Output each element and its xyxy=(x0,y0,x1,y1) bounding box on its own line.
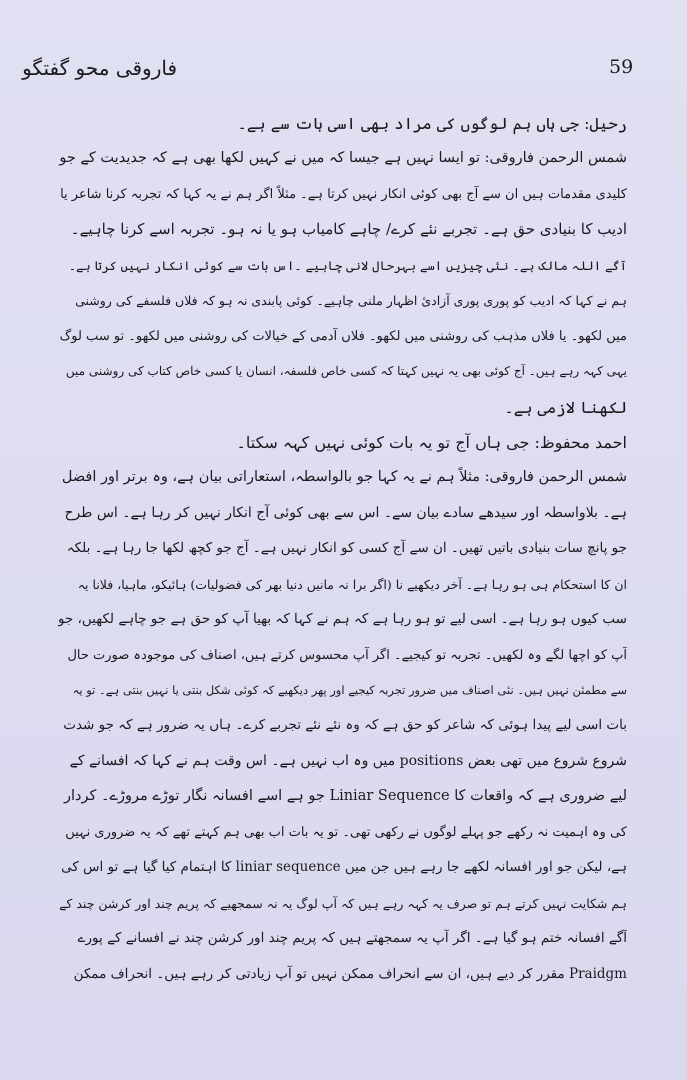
body-line: کلیدی مقدمات ہیں ان سے آج بھی کوئی انکار نہیں کرتا ہے۔ مثلاً اگر ہم نے یہ کہا کہ تجربہ کرنا شاعر یا xyxy=(60,186,627,202)
body-line: لکھنا لازمی ہے۔ xyxy=(504,397,627,417)
body-line: سب کیوں ہو رہا ہے۔ اسی لیے تو ہو رہا ہے کہ ہم نے کہا کہ بھیا آپ کو حق ہے جو چاہے لکھیں، جو xyxy=(58,611,627,628)
body-line: کی وہ اہمیت نہ رکھے جو پہلے لوگوں نے رکھی تھی۔ تو یہ بات اب بھی ہم کہتے تھے کہ یہ ضروری نہیں xyxy=(65,824,627,840)
body-line: آپ کو اچھا لگے وہ لکھیں۔ تجربہ تو کیجیے۔ اگر آپ محسوس کرتے ہیں، اصناف کی موجودہ صورت حال xyxy=(67,647,627,663)
body-line: سے مطمئن نہیں ہیں۔ نئی اصناف میں ضرور تجربہ کیجیے اور پھر دیکھیے کہ کوئی شکل بنتی یا نہیں بنتی ہے۔ تو یہ xyxy=(72,683,627,697)
body-line: ہم نے کہا کہ ادیب کو پوری پوری آزادیٔ اظہار ملنی چاہیے۔ کوئی پابندی نہ ہو کہ فلاں فلسفے کی روشنی xyxy=(75,293,627,309)
body-line: ان کا استحکام ہی ہو رہا ہے۔ آخر دیکھیے نا (اگر برا نہ مانیں دنیا بھر کی فضولیات) ہائیکو، ماہیا، فلانا یہ xyxy=(77,576,627,592)
body-line: شروع شروع میں تھی بعض positions میں وہ اب نہیں ہے۔ اس وقت ہم نے کہا کہ افسانے کے xyxy=(69,752,627,769)
body-line: لیے ضروری ہے کہ واقعات کا Liniar Sequence جو ہے اسے افسانہ نگار توڑے مروڑے۔ کردار xyxy=(63,788,627,805)
running-head xyxy=(22,56,634,86)
running-title: فاروقی محو گفتگو xyxy=(22,56,177,80)
body-line: آگے افسانہ ختم ہو گیا ہے۔ اگر آپ یہ سمجھتے ہیں کہ پریم چند اور کرشن چند نے افسانے کے پورے xyxy=(77,930,627,947)
body-line: ادیب کا بنیادی حق ہے۔ تجربے نئے کرے/ چاہے کامیاب ہو یا نہ ہو۔ تجربہ اسے کرنا چاہیے۔ xyxy=(70,220,627,239)
body-line: ہے، لیکن جو اور افسانہ لکھے جا رہے ہیں جن میں liniar sequence کا اہتمام کیا گیا ہے تو اس کی xyxy=(61,859,627,876)
body-line: آگے اللہ مالک ہے۔ نئی چیزیں اسے بہرحال لانی چاہیے ۔اس بات سے کوئی انکار نہیں کرتا ہے۔ xyxy=(68,257,627,273)
body-line: رحیل: جی ہاں ہم لوگوں کی مراد بھی اسی بات سے ہے۔ xyxy=(237,114,627,133)
body-text xyxy=(58,106,627,1052)
page-number: 59 xyxy=(609,56,634,78)
body-line: شمس الرحمن فاروقی: مثلاً ہم نے یہ کہا جو بالواسطہ، استعاراتی بیان ہے، وہ برتر اور افضل xyxy=(61,469,627,486)
body-line: جو پانچ سات بنیادی باتیں تھیں۔ ان سے آج کسی کو انکار نہیں ہے۔ آج جو کچھ لکھا جا رہا ہے۔ بلکہ xyxy=(66,540,627,557)
body-line: احمد محفوظ: جی ہاں آج تو یہ بات کوئی نہیں کہہ سکتا۔ xyxy=(236,432,627,452)
body-line: یہی کہہ رہے ہیں۔ آج کوئی بھی یہ نہیں کہتا کہ کسی خاص فلسفہ، انسان یا کسی خاص کتاب کی روشنی میں xyxy=(65,364,627,379)
body-line: شمس الرحمن فاروقی: تو ایسا نہیں ہے جیسا کہ میں نے کہیں لکھا بھی ہے کہ جدیدیت کے جو xyxy=(59,150,627,167)
body-line: میں لکھو۔ یا فلاں مذہب کی روشنی میں لکھو۔ فلاں آدمی کے خیالات کی روشنی میں لکھو۔ تو سب لوگ xyxy=(59,328,627,344)
body-line: ہم شکایت نہیں کرتے ہم تو صرف یہ کہہ رہے ہیں کہ آپ لوگ یہ نہ سمجھیے کہ پریم چند اور کرشن چند کے xyxy=(59,895,627,911)
body-line: Praidgm مقرر کر دیے ہیں، ان سے انحراف ممکن نہیں تو آپ زیادتی کر رہے ہیں۔ انحراف ممکن xyxy=(73,965,627,982)
body-line: ہے۔ بلاواسطہ اور سیدھے سادے بیان سے۔ اس سے بھی کوئی آج انکار نہیں کر رہا ہے۔ اس طرح xyxy=(64,504,627,521)
body-line: بات اسی لیے پیدا ہوئی کہ شاعر کو حق ہے کہ وہ نئے نئے تجربے کرے۔ ہاں یہ ضرور ہے کہ جو شدت xyxy=(63,717,627,734)
